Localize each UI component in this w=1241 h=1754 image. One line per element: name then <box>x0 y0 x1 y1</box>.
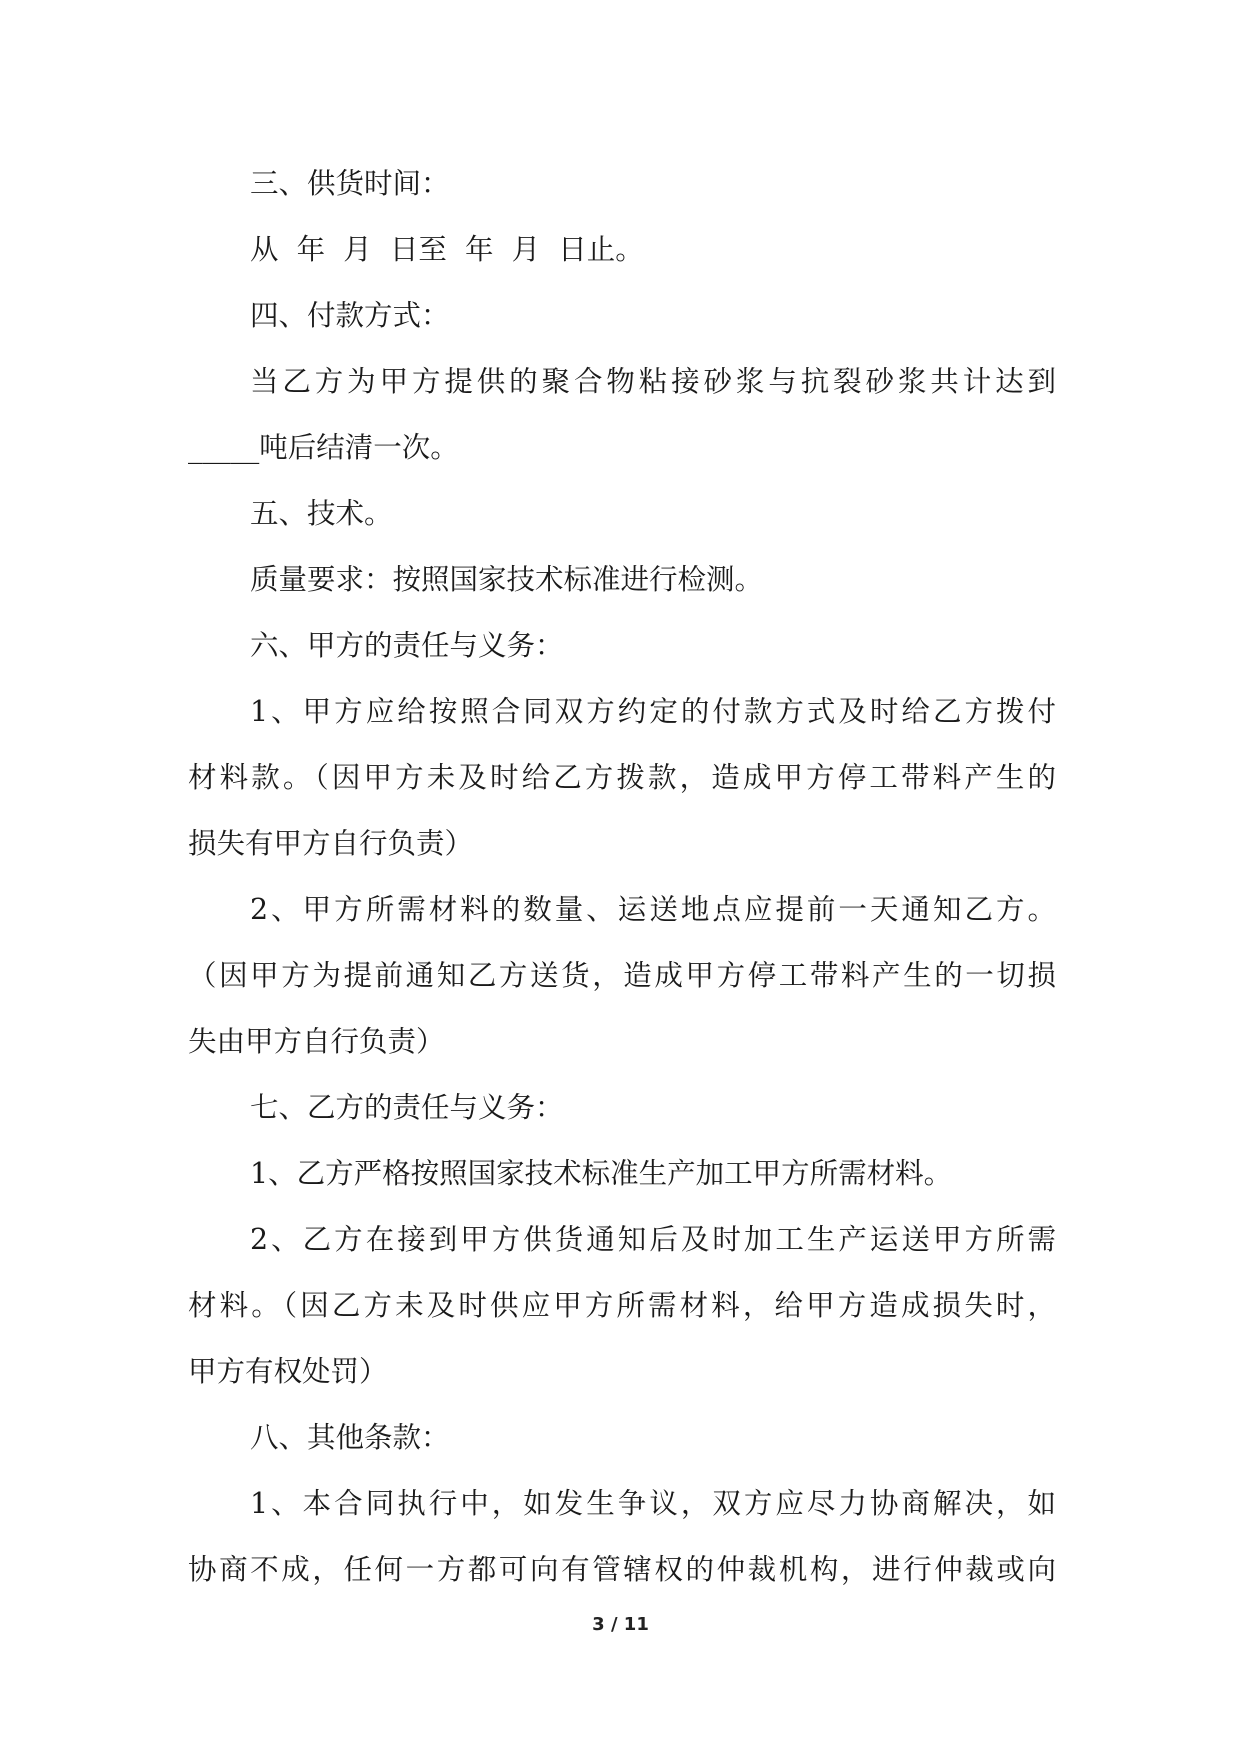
supply-period-line: 从 年 月 日至 年 月 日止。 <box>250 233 644 266</box>
section-5-heading: 五、技术。 <box>250 497 393 530</box>
other-clause-1-line-1: 1、本合同执行中，如发生争议，双方应尽力协商解决，如 <box>250 1487 1056 1520</box>
quality-requirement-line: 质量要求：按照国家技术标准进行检测。 <box>250 563 764 596</box>
payment-text-line-1: 当乙方为甲方提供的聚合物粘接砂浆与抗裂砂浆共计达到 <box>250 365 1056 398</box>
party-b-clause-2-line-1: 2、乙方在接到甲方供货通知后及时加工生产运送甲方所需 <box>250 1223 1056 1256</box>
section-3-heading: 三、供货时间： <box>250 167 450 200</box>
section-4-heading: 四、付款方式： <box>250 299 450 332</box>
party-b-clause-2-line-3: 甲方有权处罚） <box>188 1355 388 1388</box>
other-clause-1-line-2: 协商不成，任何一方都可向有管辖权的仲裁机构，进行仲裁或向 <box>188 1553 1056 1586</box>
party-a-clause-2-line-3: 失由甲方自行负责） <box>188 1025 445 1058</box>
party-a-clause-2-line-2: （因甲方为提前通知乙方送货，造成甲方停工带料产生的一切损 <box>188 959 1056 992</box>
party-a-clause-2-line-1: 2、甲方所需材料的数量、运送地点应提前一天通知乙方。 <box>250 893 1056 926</box>
section-7-heading: 七、乙方的责任与义务： <box>250 1091 564 1124</box>
section-8-heading: 八、其他条款： <box>250 1421 450 1454</box>
payment-text-line-2: _____吨后结清一次。 <box>188 431 459 464</box>
party-a-clause-1-line-3: 损失有甲方自行负责） <box>188 827 474 860</box>
party-a-clause-1-line-2: 材料款。（因甲方未及时给乙方拨款，造成甲方停工带料产生的 <box>188 761 1056 794</box>
party-a-clause-1-line-1: 1、甲方应给按照合同双方约定的付款方式及时给乙方拨付 <box>250 695 1056 728</box>
party-b-clause-1-line: 1、乙方严格按照国家技术标准生产加工甲方所需材料。 <box>250 1157 953 1190</box>
party-b-clause-2-line-2: 材料。（因乙方未及时供应甲方所需材料，给甲方造成损失时， <box>188 1289 1056 1322</box>
page-number: 3 / 11 <box>592 1614 649 1635</box>
section-6-heading: 六、甲方的责任与义务： <box>250 629 564 662</box>
